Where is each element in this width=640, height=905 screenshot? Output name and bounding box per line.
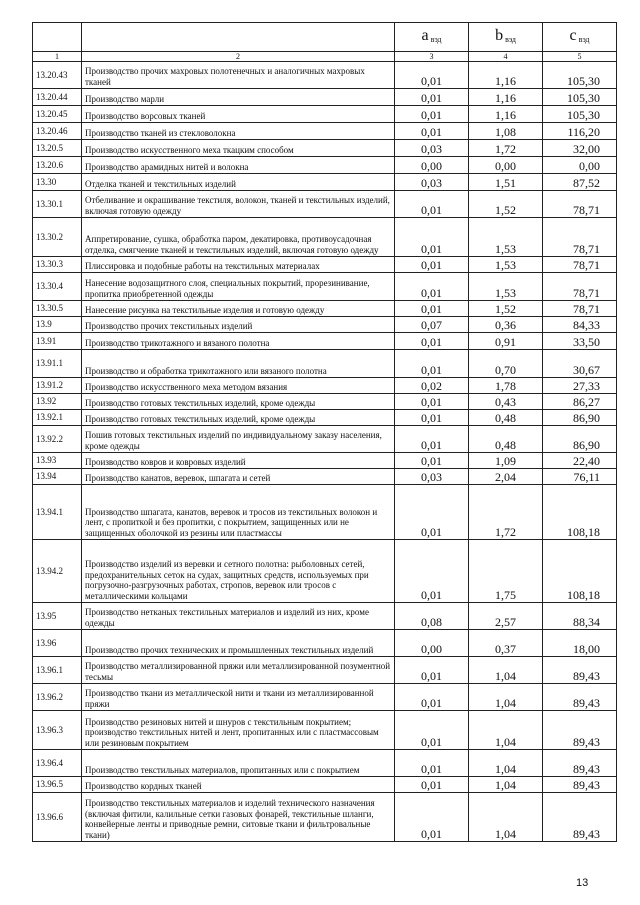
header-a-subscript: вэд	[430, 34, 442, 44]
header-a-cell	[395, 23, 469, 52]
row-c-value: 78,71	[543, 273, 617, 301]
row-c-value: 18,00	[543, 630, 617, 657]
table-row	[33, 350, 617, 378]
row-code-cell: 13.96.2	[33, 684, 82, 711]
row-code-cell: 13.94	[33, 469, 82, 485]
row-c-value: 89,43	[543, 750, 617, 777]
row-b-value: 1,04	[469, 777, 543, 793]
row-b-value: 1,72	[469, 140, 543, 157]
table-row	[33, 711, 617, 750]
row-a-value: 0,01	[395, 750, 469, 777]
row-b-value: 1,52	[469, 191, 543, 218]
row-b-value: 1,04	[469, 684, 543, 711]
row-a-value: 0,08	[395, 603, 469, 630]
row-c-value: 84,33	[543, 317, 617, 333]
row-a-value: 0,01	[395, 106, 469, 123]
row-name-cell: Пошив готовых текстильных изделий по индивидуальному заказу населения, кроме одежды	[82, 426, 395, 453]
row-a-value: 0,03	[395, 469, 469, 485]
row-b-value: 1,53	[469, 218, 543, 257]
header-c-cell	[543, 23, 617, 52]
row-b-value: 1,09	[469, 453, 543, 469]
table-row	[33, 106, 617, 123]
row-b-value: 1,04	[469, 793, 543, 842]
row-c-value: 33,50	[543, 333, 617, 350]
row-b-value: 1,52	[469, 301, 543, 317]
row-code-cell: 13.92.2	[33, 426, 82, 453]
table-row	[33, 123, 617, 140]
row-c-value: 89,43	[543, 793, 617, 842]
row-b-value: 1,51	[469, 174, 543, 191]
row-name-cell: Производство марли	[82, 89, 395, 106]
row-b-value: 1,16	[469, 106, 543, 123]
row-name-cell: Плиссировка и подобные работы на текстильных материалах	[82, 257, 395, 273]
row-name-cell: Отделка тканей и текстильных изделий	[82, 174, 395, 191]
table-row	[33, 426, 617, 453]
table-row	[33, 684, 617, 711]
table-row	[33, 140, 617, 157]
row-a-value: 0,01	[395, 410, 469, 426]
row-code-cell: 13.91	[33, 333, 82, 350]
row-a-value: 0,01	[395, 301, 469, 317]
row-c-value: 105,30	[543, 62, 617, 89]
row-name-cell: Производство искусственного меха ткацким способом	[82, 140, 395, 157]
row-code-cell: 13.20.45	[33, 106, 82, 123]
coefficients-table-sheet	[32, 22, 616, 842]
row-name-cell: Производство канатов, веревок, шпагата и сетей	[82, 469, 395, 485]
row-a-value: 0,01	[395, 540, 469, 603]
row-code-cell: 13.30.1	[33, 191, 82, 218]
row-b-value: 1,04	[469, 711, 543, 750]
row-name-cell: Производство металлизированной пряжи или металлизированной позументной тесьмы	[82, 657, 395, 684]
row-b-value: 1,16	[469, 89, 543, 106]
row-code-cell: 13.92.1	[33, 410, 82, 426]
row-code-cell: 13.96.1	[33, 657, 82, 684]
row-name-cell: Производство прочих махровых полотенечных и аналогичных махровых тканей	[82, 62, 395, 89]
table-row	[33, 540, 617, 603]
row-a-value: 0,03	[395, 174, 469, 191]
row-c-value: 86,90	[543, 426, 617, 453]
row-name-cell: Производство прочих технических и промышленных текстильных изделий	[82, 630, 395, 657]
row-code-cell: 13.95	[33, 603, 82, 630]
row-name-cell: Производство ковров и ковровых изделий	[82, 453, 395, 469]
table-row	[33, 301, 617, 317]
header-a-symbol: a	[421, 26, 429, 44]
row-name-cell: Производство арамидных нитей и волокна	[82, 157, 395, 174]
table-row	[33, 410, 617, 426]
row-code-cell: 13.96.6	[33, 793, 82, 842]
row-code-cell: 13.20.44	[33, 89, 82, 106]
row-b-value: 0,43	[469, 394, 543, 410]
row-name-cell: Производство текстильных материалов, пропитанных или с покрытием	[82, 750, 395, 777]
row-name-cell: Производство тканей из стекловолокна	[82, 123, 395, 140]
row-a-value: 0,01	[395, 218, 469, 257]
row-name-cell: Производство резиновых нитей и шнуров с текстильным покрытием; производство текстильных нитей и лент, пропитанных или с пластмассовым или резиновым покрытием	[82, 711, 395, 750]
row-name-cell: Производство ткани из металлической нити и ткани из металлизированной пряжи	[82, 684, 395, 711]
row-name-cell: Производство ворсовых тканей	[82, 106, 395, 123]
row-b-value: 2,57	[469, 603, 543, 630]
row-code-cell: 13.94.2	[33, 540, 82, 603]
row-b-value: 0,70	[469, 350, 543, 378]
row-code-cell: 13.20.46	[33, 123, 82, 140]
row-code-cell: 13.20.43	[33, 62, 82, 89]
row-c-value: 30,67	[543, 350, 617, 378]
row-code-cell: 13.96.4	[33, 750, 82, 777]
header-code-cell	[33, 23, 82, 52]
row-name-cell: Нанесение водозащитного слоя, специальных покрытий, прорезинивание, пропитка приобретенной одежды	[82, 273, 395, 301]
row-c-value: 78,71	[543, 218, 617, 257]
table-row	[33, 485, 617, 540]
row-b-value: 0,91	[469, 333, 543, 350]
row-c-value: 88,34	[543, 603, 617, 630]
table-row	[33, 89, 617, 106]
header-b-symbol: b	[495, 26, 504, 44]
row-b-value: 1,16	[469, 62, 543, 89]
row-c-value: 32,00	[543, 140, 617, 157]
column-index-3: 3	[395, 52, 469, 62]
header-row	[33, 23, 617, 52]
row-code-cell: 13.9	[33, 317, 82, 333]
column-index-2: 2	[82, 52, 395, 62]
row-c-value: 116,20	[543, 123, 617, 140]
row-b-value: 0,00	[469, 157, 543, 174]
coefficients-table	[32, 22, 617, 842]
row-b-value: 1,75	[469, 540, 543, 603]
row-c-value: 86,90	[543, 410, 617, 426]
row-a-value: 0,03	[395, 140, 469, 157]
table-row	[33, 394, 617, 410]
row-name-cell: Производство нетканых текстильных материалов и изделий из них, кроме одежды	[82, 603, 395, 630]
table-row	[33, 333, 617, 350]
row-b-value: 1,53	[469, 257, 543, 273]
row-b-value: 1,78	[469, 378, 543, 394]
header-name-cell	[82, 23, 395, 52]
table-row	[33, 378, 617, 394]
table-row	[33, 657, 617, 684]
row-a-value: 0,01	[395, 657, 469, 684]
row-a-value: 0,00	[395, 157, 469, 174]
row-name-cell: Отбеливание и окрашивание текстиля, волокон, тканей и текстильных изделий, включая готовую одежду	[82, 191, 395, 218]
row-a-value: 0,01	[395, 62, 469, 89]
row-a-value: 0,07	[395, 317, 469, 333]
table-row	[33, 273, 617, 301]
row-c-value: 78,71	[543, 191, 617, 218]
row-code-cell: 13.94.1	[33, 485, 82, 540]
column-index-1: 1	[33, 52, 82, 62]
row-a-value: 0,01	[395, 123, 469, 140]
header-b-subscript: вэд	[505, 34, 516, 44]
row-c-value: 86,27	[543, 394, 617, 410]
row-b-value: 1,08	[469, 123, 543, 140]
header-c-subscript: вэд	[578, 34, 590, 44]
row-a-value: 0,01	[395, 426, 469, 453]
table-row	[33, 630, 617, 657]
row-b-value: 1,04	[469, 657, 543, 684]
row-c-value: 105,30	[543, 89, 617, 106]
row-code-cell: 13.93	[33, 453, 82, 469]
row-code-cell: 13.20.5	[33, 140, 82, 157]
row-b-value: 0,37	[469, 630, 543, 657]
row-name-cell: Производство текстильных материалов и изделий технического назначения (включая фитили, калильные сетки газовых фонарей, текстильные шланги, конвейерные ленты и приводные ремни, ситовые ткани и фильтровальные ткани)	[82, 793, 395, 842]
row-name-cell: Производство готовых текстильных изделий, кроме одежды	[82, 410, 395, 426]
row-code-cell: 13.30.3	[33, 257, 82, 273]
row-c-value: 89,43	[543, 657, 617, 684]
table-row	[33, 191, 617, 218]
column-index-4: 4	[469, 52, 543, 62]
row-a-value: 0,02	[395, 378, 469, 394]
row-a-value: 0,01	[395, 793, 469, 842]
row-a-value: 0,01	[395, 257, 469, 273]
row-name-cell: Производство и обработка трикотажного или вязаного полотна	[82, 350, 395, 378]
row-a-value: 0,01	[395, 191, 469, 218]
row-a-value: 0,01	[395, 350, 469, 378]
column-index-5: 5	[543, 52, 617, 62]
row-code-cell: 13.30.5	[33, 301, 82, 317]
row-a-value: 0,01	[395, 453, 469, 469]
row-code-cell: 13.30.4	[33, 273, 82, 301]
table-row	[33, 750, 617, 777]
row-c-value: 87,52	[543, 174, 617, 191]
row-b-value: 1,72	[469, 485, 543, 540]
row-code-cell: 13.96	[33, 630, 82, 657]
table-row	[33, 257, 617, 273]
header-b-cell	[469, 23, 543, 52]
row-code-cell: 13.96.5	[33, 777, 82, 793]
row-code-cell: 13.30	[33, 174, 82, 191]
row-code-cell: 13.91.1	[33, 350, 82, 378]
table-row	[33, 218, 617, 257]
row-c-value: 78,71	[543, 301, 617, 317]
row-c-value: 0,00	[543, 157, 617, 174]
row-c-value: 105,30	[543, 106, 617, 123]
row-a-value: 0,01	[395, 273, 469, 301]
row-name-cell: Производство трикотажного и вязаного полотна	[82, 333, 395, 350]
table-row	[33, 777, 617, 793]
table-row	[33, 453, 617, 469]
row-c-value: 22,40	[543, 453, 617, 469]
row-code-cell: 13.20.6	[33, 157, 82, 174]
row-c-value: 108,18	[543, 540, 617, 603]
row-c-value: 78,71	[543, 257, 617, 273]
table-row	[33, 469, 617, 485]
row-b-value: 0,48	[469, 426, 543, 453]
row-a-value: 0,01	[395, 394, 469, 410]
row-c-value: 108,18	[543, 485, 617, 540]
page-number: 13	[576, 877, 589, 889]
header-c-symbol: c	[569, 26, 577, 44]
row-code-cell: 13.30.2	[33, 218, 82, 257]
row-a-value: 0,01	[395, 684, 469, 711]
row-a-value: 0,01	[395, 89, 469, 106]
row-b-value: 0,36	[469, 317, 543, 333]
column-index-row	[33, 52, 617, 62]
table-row	[33, 62, 617, 89]
row-c-value: 76,11	[543, 469, 617, 485]
row-name-cell: Производство изделий из веревки и сетного полотна: рыболовных сетей, предохранительных сеток на судах, защитных средств, используемых при погрузочно-разгрузочных работах, стропов, веревок или тросов с металлическими кольцами	[82, 540, 395, 603]
row-c-value: 89,43	[543, 684, 617, 711]
row-b-value: 1,53	[469, 273, 543, 301]
row-code-cell: 13.91.2	[33, 378, 82, 394]
row-c-value: 89,43	[543, 711, 617, 750]
row-name-cell: Производство прочих текстильных изделий	[82, 317, 395, 333]
row-name-cell: Аппретирование, сушка, обработка паром, декатировка, противоусадочная отделка, смягчение тканей и текстильных изделий, включая готовую одежду	[82, 218, 395, 257]
row-c-value: 27,33	[543, 378, 617, 394]
table-row	[33, 603, 617, 630]
row-a-value: 0,01	[395, 333, 469, 350]
row-a-value: 0,01	[395, 777, 469, 793]
row-name-cell: Производство шпагата, канатов, веревок и тросов из текстильных волокон и лент, с пропиткой и без пропитки, с покрытием, защищенных или не защищенных оболочкой из резины или пластмассы	[82, 485, 395, 540]
row-b-value: 2,04	[469, 469, 543, 485]
row-name-cell: Производство готовых текстильных изделий, кроме одежды	[82, 394, 395, 410]
table-row	[33, 174, 617, 191]
row-name-cell: Производство искусственного меха методом вязания	[82, 378, 395, 394]
row-name-cell: Производство кордных тканей	[82, 777, 395, 793]
row-a-value: 0,01	[395, 485, 469, 540]
row-b-value: 1,04	[469, 750, 543, 777]
table-row	[33, 317, 617, 333]
row-a-value: 0,01	[395, 711, 469, 750]
table-row	[33, 157, 617, 174]
row-code-cell: 13.92	[33, 394, 82, 410]
row-code-cell: 13.96.3	[33, 711, 82, 750]
row-b-value: 0,48	[469, 410, 543, 426]
row-c-value: 89,43	[543, 777, 617, 793]
row-a-value: 0,00	[395, 630, 469, 657]
table-row	[33, 793, 617, 842]
row-name-cell: Нанесение рисунка на текстильные изделия и готовую одежду	[82, 301, 395, 317]
